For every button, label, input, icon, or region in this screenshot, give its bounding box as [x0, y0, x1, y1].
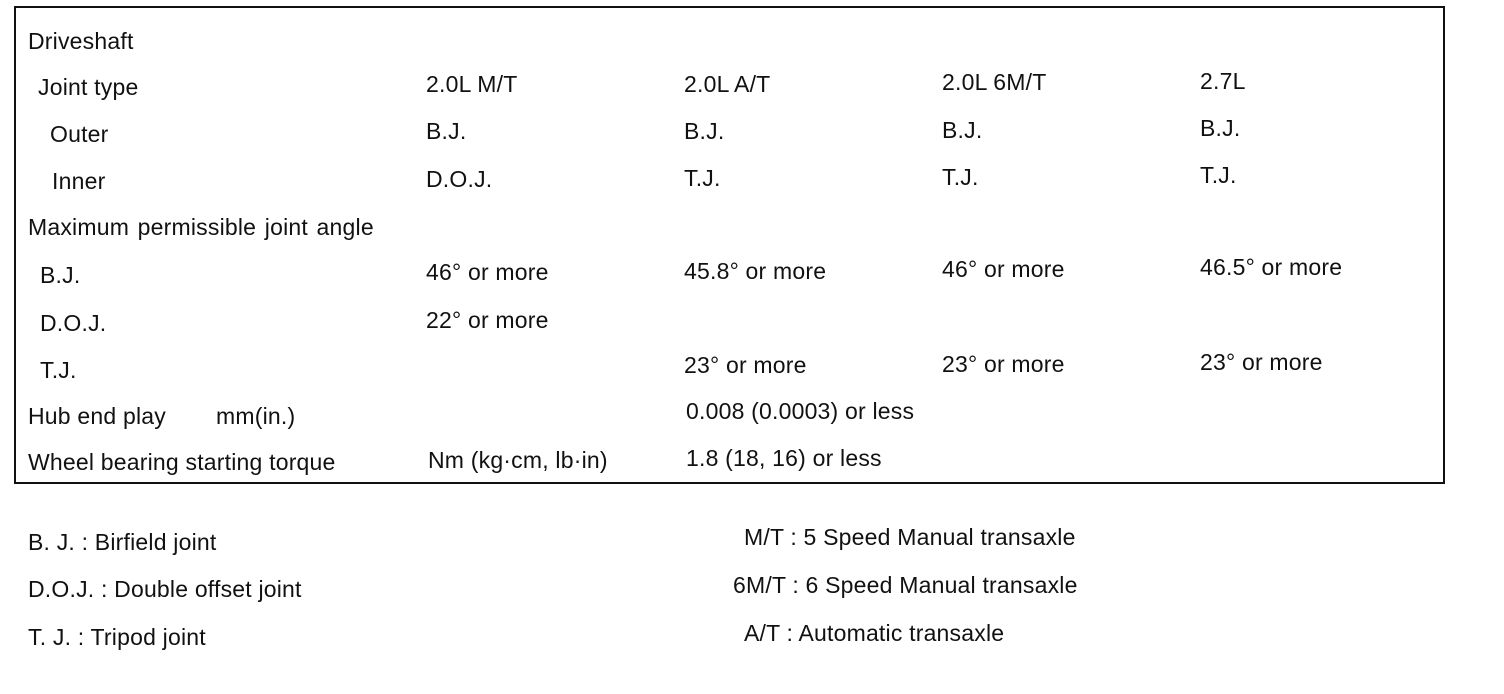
- cell-outer-2-0l-6mt: B.J.: [942, 117, 983, 143]
- legend-item-mt: M/T : 5 Speed Manual transaxle: [744, 524, 1076, 550]
- column-header-2-0l-6mt: 2.0L 6M/T: [942, 69, 1047, 95]
- cell-outer-2-0l-at: B.J.: [684, 118, 725, 144]
- row-label-wheel-bearing-torque: Wheel bearing starting torque: [28, 449, 336, 475]
- row-label-hub-end-play: Hub end play: [28, 403, 166, 429]
- cell-bj-angle-2-7l: 46.5° or more: [1200, 254, 1343, 280]
- cell-tj-angle-2-7l: 23° or more: [1200, 349, 1323, 375]
- row-label-outer: Outer: [50, 121, 109, 147]
- cell-bj-angle-2-0l-mt: 46° or more: [426, 259, 549, 285]
- cell-outer-2-0l-mt: B.J.: [426, 118, 467, 144]
- legend-item-6mt: 6M/T : 6 Speed Manual transaxle: [733, 572, 1078, 598]
- table-title: Driveshaft: [28, 28, 134, 54]
- wheel-bearing-torque-value: 1.8 (18, 16) or less: [686, 445, 882, 471]
- wheel-bearing-torque-unit: Nm (kg·cm, lb·in): [428, 447, 608, 473]
- cell-bj-angle-2-0l-6mt: 46° or more: [942, 256, 1065, 282]
- row-label-joint-type: Joint type: [38, 74, 139, 100]
- hub-end-play-unit: mm(in.): [216, 403, 296, 429]
- cell-inner-2-7l: T.J.: [1200, 162, 1237, 188]
- hub-end-play-value: 0.008 (0.0003) or less: [686, 398, 915, 424]
- legend-item-tj: T. J. : Tripod joint: [28, 624, 206, 650]
- row-label-inner: Inner: [52, 168, 106, 194]
- cell-outer-2-7l: B.J.: [1200, 115, 1241, 141]
- row-label-tj-angle: T.J.: [40, 357, 77, 383]
- legend-item-bj: B. J. : Birfield joint: [28, 529, 217, 555]
- cell-inner-2-0l-6mt: T.J.: [942, 164, 979, 190]
- row-label-bj-angle: B.J.: [40, 262, 81, 288]
- cell-tj-angle-2-0l-6mt: 23° or more: [942, 351, 1065, 377]
- legend-item-doj: D.O.J. : Double offset joint: [28, 576, 302, 602]
- row-label-doj-angle: D.O.J.: [40, 310, 107, 336]
- row-label-max-joint-angle: Maximum permissible joint angle: [28, 214, 374, 240]
- cell-tj-angle-2-0l-at: 23° or more: [684, 352, 807, 378]
- cell-inner-2-0l-at: T.J.: [684, 165, 721, 191]
- column-header-2-7l: 2.7L: [1200, 68, 1246, 94]
- column-header-2-0l-mt: 2.0L M/T: [426, 71, 518, 97]
- legend-item-at: A/T : Automatic transaxle: [744, 620, 1005, 646]
- cell-inner-2-0l-mt: D.O.J.: [426, 166, 493, 192]
- column-header-2-0l-at: 2.0L A/T: [684, 71, 771, 97]
- cell-bj-angle-2-0l-at: 45.8° or more: [684, 258, 827, 284]
- cell-doj-angle-2-0l-mt: 22° or more: [426, 307, 549, 333]
